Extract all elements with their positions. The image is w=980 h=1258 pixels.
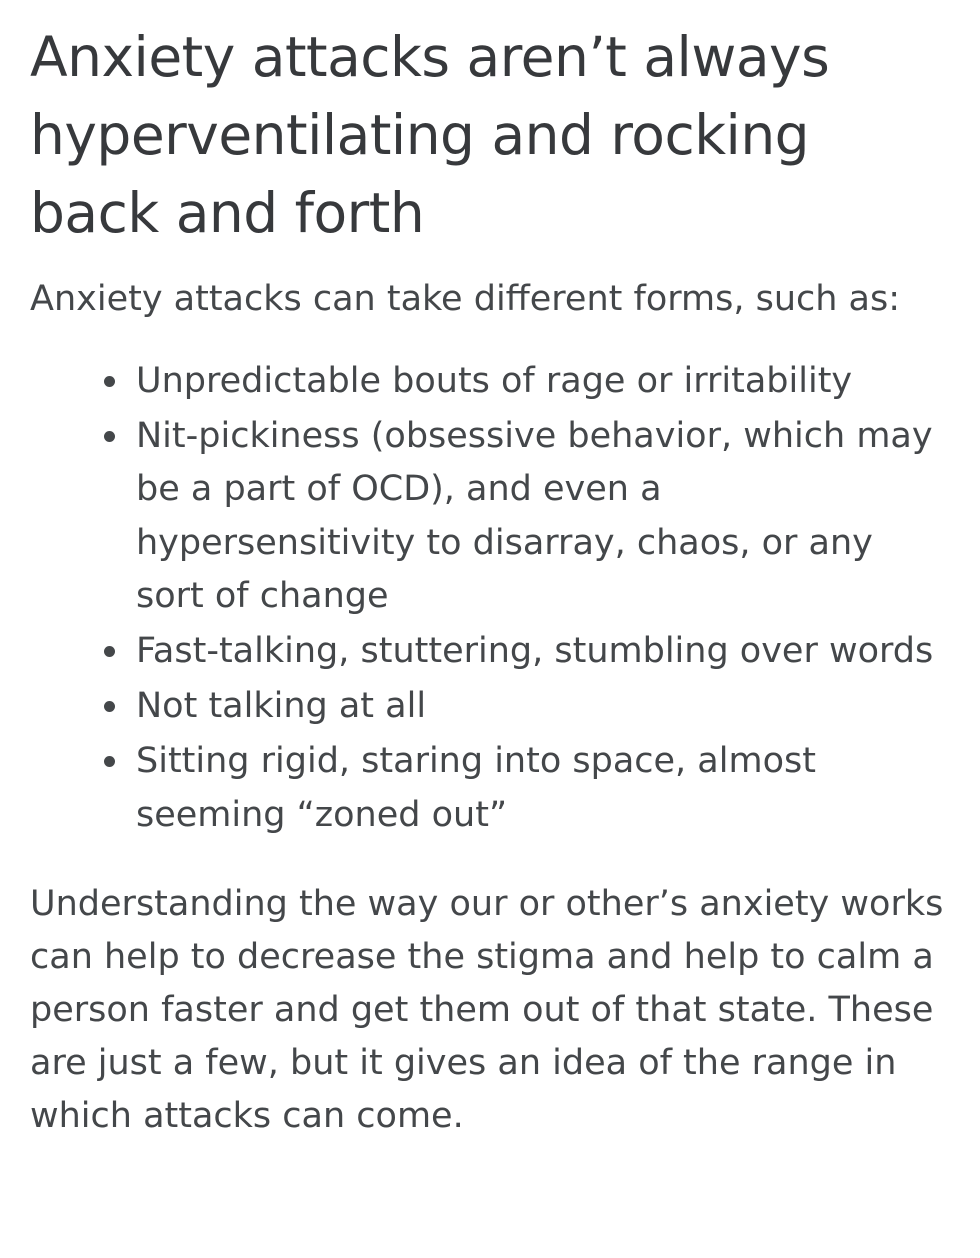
list-item [100,410,950,623]
list-item [100,680,950,733]
closing-paragraph: Understanding the way our or other’s anxiety works can help to decrease the stigma and help to calm a person faster and get them out of that state. These are just a few, but it gives an idea of the range in which attacks can come. [30,883,944,1137]
list-item-label: Nit-pickiness (obsessive behavior, which may be a part of OCD), and even a hypersensitivity to disarray, chaos, or any sort of change [136,416,933,616]
list-item-label: Sitting rigid, staring into space, almost seeming “zoned out” [136,741,816,835]
bullet-icon [104,756,115,767]
bullet-icon [104,701,115,712]
list-item-label: Fast-talking, stuttering, stumbling over words [136,630,934,671]
intro-paragraph: Anxiety attacks can take different forms, such as: [30,279,901,320]
list-item-label: Not talking at all [136,686,427,727]
bullet-icon [104,646,115,657]
bullet-icon [104,431,115,442]
list-item [100,735,950,841]
bullet-icon [104,376,115,387]
page-title: Anxiety attacks aren’t always hyperventilating and rocking back and forth [30,25,830,246]
list-item [100,355,950,408]
list-item-label: Unpredictable bouts of rage or irritability [136,361,853,402]
symptom-list [30,355,950,842]
list-item [100,625,950,678]
